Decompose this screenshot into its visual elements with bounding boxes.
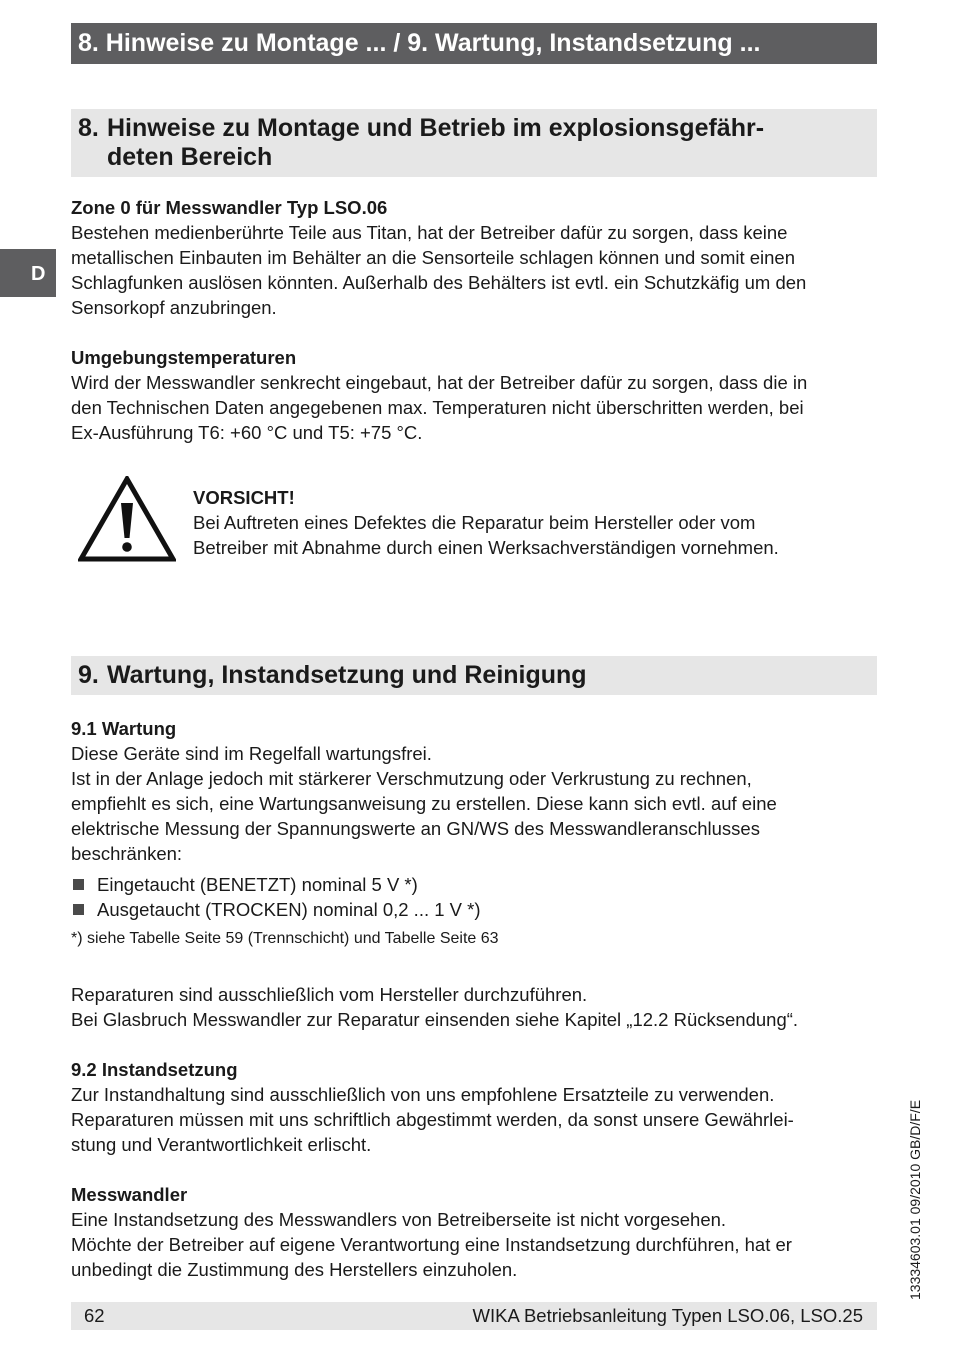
list-item-text: Eingetaucht (BENETZT) nominal 5 V *) — [97, 874, 418, 895]
page-footer — [71, 1302, 877, 1330]
wartung-line2: Ist in der Anlage jedoch mit stärkerer Verschmutzung oder Verkrustung zu rechnen, — [71, 768, 752, 789]
document-code: 13334603.01 09/2010 GB/D/F/E — [907, 1099, 923, 1300]
language-tab — [0, 249, 56, 297]
list-item — [71, 897, 881, 922]
instandsetzung-line3: stung und Verantwortlichkeit erlischt. — [71, 1134, 372, 1155]
zone0-line4: Sensorkopf anzubringen. — [71, 297, 277, 318]
instandsetzung-block — [71, 1057, 881, 1157]
warning-heading: VORSICHT! — [193, 487, 295, 508]
list-item-text: Ausgetaucht (TROCKEN) nominal 0,2 ... 1 V *) — [97, 899, 481, 920]
section-9-title — [71, 656, 877, 695]
warning-triangle-icon — [78, 476, 176, 562]
instandsetzung-line1: Zur Instandhaltung sind ausschließlich von uns empfohlene Ersatzteile zu verwenden. — [71, 1084, 775, 1105]
messwandler-block — [71, 1182, 881, 1282]
section-9-heading: Wartung, Instandsetzung und Reinigung — [107, 661, 587, 689]
repair-line2: Bei Glasbruch Messwandler zur Reparatur einsenden siehe Kapitel „12.2 Rücksendung“. — [71, 1009, 799, 1030]
section-8-title — [71, 109, 877, 177]
zone0-heading: Zone 0 für Messwandler Typ LSO.06 — [71, 197, 388, 218]
temperatures-line1: Wird der Messwandler senkrecht eingebaut, hat der Betreiber dafür zu sorgen, dass die in — [71, 372, 808, 393]
messwandler-line3: unbedingt die Zustimmung des Herstellers einzuholen. — [71, 1259, 518, 1280]
zone0-block — [71, 195, 881, 320]
zone0-line2: metallischen Einbauten im Behälter an die Sensorteile schlagen können und somit einen — [71, 247, 796, 268]
section-8-heading-line1: Hinweise zu Montage und Betrieb im explosionsgefähr- — [107, 114, 765, 142]
wartung-line1: Diese Geräte sind im Regelfall wartungsfrei. — [71, 743, 432, 764]
list-item — [71, 872, 881, 897]
warning-line1: Bei Auftreten eines Defektes die Reparatur beim Hersteller oder vom — [193, 512, 756, 533]
page-number: 62 — [84, 1305, 105, 1326]
temperatures-line2: den Technischen Daten angegebenen max. Temperaturen nicht überschritten werden, bei — [71, 397, 804, 418]
square-bullet-icon — [73, 904, 84, 915]
messwandler-line2: Möchte der Betreiber auf eigene Verantwortung eine Instandsetzung durchführen, hat er — [71, 1234, 792, 1255]
voltage-list — [71, 872, 881, 922]
wartung-line5: beschränken: — [71, 843, 183, 864]
temperatures-line3: Ex-Ausführung T6: +60 °C und T5: +75 °C. — [71, 422, 423, 443]
instandsetzung-line2: Reparaturen müssen mit uns schriftlich abgestimmt werden, da sonst unsere Gewährlei- — [71, 1109, 794, 1130]
repair-block — [71, 982, 881, 1032]
temperatures-block — [71, 345, 881, 445]
warning-block — [193, 485, 883, 560]
section-8-number: 8. — [78, 114, 99, 142]
temperatures-heading: Umgebungstemperaturen — [71, 347, 297, 368]
instandsetzung-heading: 9.2 Instandsetzung — [71, 1059, 238, 1080]
wartung-line3: empfiehlt es sich, eine Wartungsanweisung zu erstellen. Diese kann sich evtl. auf eine — [71, 793, 777, 814]
wartung-line4: elektrische Messung der Spannungswerte an GN/WS des Messwandleranschlusses — [71, 818, 760, 839]
warning-line2: Betreiber mit Abnahme durch einen Werksachverständigen vornehmen. — [193, 537, 779, 558]
wartung-heading: 9.1 Wartung — [71, 718, 177, 739]
square-bullet-icon — [73, 879, 84, 890]
zone0-line3: Schlagfunken auslösen könnten. Außerhalb des Behälters ist evtl. ein Schutzkäfig um den — [71, 272, 807, 293]
wartung-block — [71, 716, 881, 922]
repair-line1: Reparaturen sind ausschließlich vom Hersteller durchzuführen. — [71, 984, 588, 1005]
messwandler-line1: Eine Instandsetzung des Messwandlers von Betreiberseite ist nicht vorgesehen. — [71, 1209, 727, 1230]
zone0-line1: Bestehen medienberührte Teile aus Titan, hat der Betreiber dafür zu sorgen, dass keine — [71, 222, 788, 243]
footnote: *) siehe Tabelle Seite 59 (Trennschicht) und Tabelle Seite 63 — [71, 930, 499, 947]
messwandler-heading: Messwandler — [71, 1184, 188, 1205]
section-9-number: 9. — [78, 661, 99, 689]
section-8-heading — [107, 114, 764, 172]
page-header — [71, 23, 877, 64]
language-tab-label: D — [31, 263, 46, 285]
page-header-title: 8. Hinweise zu Montage ... / 9. Wartung, Instandsetzung ... — [78, 29, 761, 57]
footer-doc-title: WIKA Betriebsanleitung Typen LSO.06, LSO.25 — [472, 1305, 863, 1326]
section-8-heading-line2: deten Bereich — [107, 143, 273, 171]
